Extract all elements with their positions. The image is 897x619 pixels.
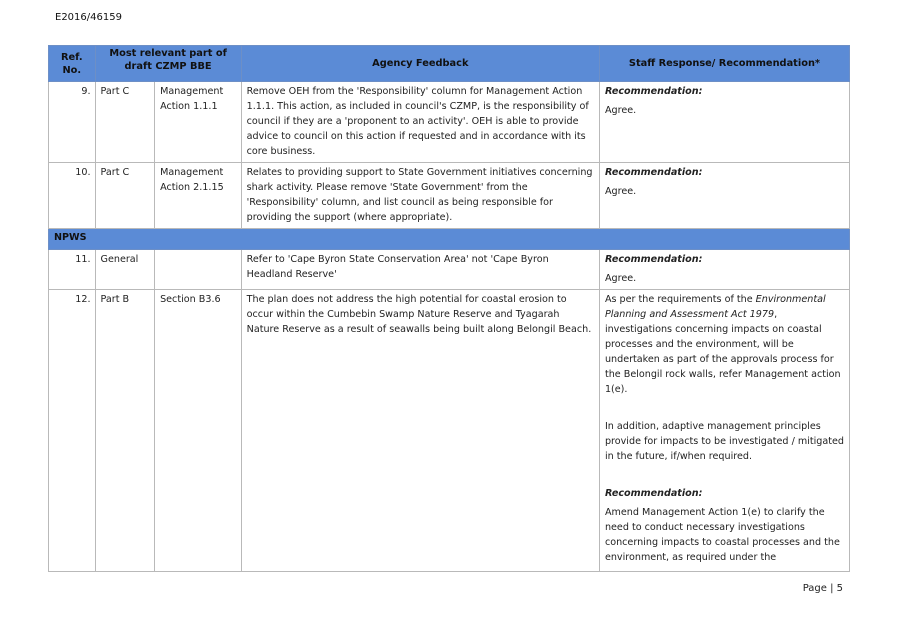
recommendation-text: Agree. bbox=[604, 105, 637, 116]
row-staff-response bbox=[599, 82, 849, 163]
staff-paragraph-2: In addition, adaptive management principles provide for impacts to be investigated / mitigated in the future, if/when required. bbox=[604, 421, 845, 462]
row-staff-response bbox=[599, 290, 849, 572]
recommendation-label: Recommendation: bbox=[604, 254, 703, 265]
row-feedback: Relates to providing support to State Government initiatives concerning shark activity. Please remove 'State Government' from the 'Responsibility' column, and list council as being responsible for providing the support (where appropriate). bbox=[241, 163, 599, 229]
act-title: Environmental Planning and Assessment Act 1979 bbox=[604, 294, 826, 320]
recommendation-text: Agree. bbox=[604, 186, 637, 197]
header-relevant-part: Most relevant part of draft CZMP BBE bbox=[95, 46, 241, 82]
row-feedback: Remove OEH from the 'Responsibility' column for Management Action 1.1.1. This action, as included in council's CZMP, is the responsibility of council if they are a 'proponent to an activity'. OEH is able to provide advice to council on this action if requested and in accordance with its core business. bbox=[241, 82, 599, 163]
section-row-npws bbox=[49, 229, 850, 250]
table-row bbox=[49, 250, 850, 290]
row-staff-response bbox=[599, 163, 849, 229]
recommendation-label: Recommendation: bbox=[604, 488, 703, 499]
row-ref: 11. bbox=[49, 250, 96, 290]
row-feedback: Refer to 'Cape Byron State Conservation Area' not 'Cape Byron Headland Reserve' bbox=[241, 250, 599, 290]
document-id: E2016/46159 bbox=[55, 12, 122, 23]
row-part: Part C bbox=[95, 82, 155, 163]
recommendation-text: Amend Management Action 1(e) to clarify the need to conduct necessary investigations concerning impacts to coastal processes and the environment, as required under the bbox=[604, 507, 840, 563]
agency-feedback-table bbox=[48, 45, 850, 572]
row-ref: 9. bbox=[49, 82, 96, 163]
row-section bbox=[155, 250, 242, 290]
staff-paragraph-1 bbox=[605, 292, 845, 397]
header-ref-no: Ref. No. bbox=[49, 46, 96, 82]
table-row bbox=[49, 290, 850, 572]
table-header-row bbox=[49, 46, 850, 82]
section-title-npws: NPWS bbox=[49, 229, 850, 250]
row-ref: 12. bbox=[49, 290, 96, 572]
row-section: Management Action 2.1.15 bbox=[155, 163, 242, 229]
staff-paragraph-1-start: As per the requirements of the bbox=[604, 294, 756, 305]
header-staff-response: Staff Response/ Recommendation* bbox=[599, 46, 849, 82]
table-row bbox=[49, 82, 850, 163]
recommendation-label: Recommendation: bbox=[604, 86, 703, 97]
recommendation-text: Agree. bbox=[604, 273, 637, 284]
row-ref: 10. bbox=[49, 163, 96, 229]
recommendation-label: Recommendation: bbox=[604, 167, 703, 178]
row-part: General bbox=[95, 250, 155, 290]
staff-paragraph-1-end: , investigations concerning impacts on coastal processes and the environment, will be undertaken as part of the approvals process for the Belongil rock walls, refer Management action 1(e). bbox=[604, 309, 841, 395]
row-section: Section B3.6 bbox=[155, 290, 242, 572]
row-feedback: The plan does not address the high potential for coastal erosion to occur within the Cumbebin Swamp Nature Reserve and Tyagarah Nature Reserve as a result of seawalls being built along Belongil Beach. bbox=[241, 290, 599, 572]
table-row bbox=[49, 163, 850, 229]
row-section: Management Action 1.1.1 bbox=[155, 82, 242, 163]
row-part: Part C bbox=[95, 163, 155, 229]
row-part: Part B bbox=[95, 290, 155, 572]
header-agency-feedback: Agency Feedback bbox=[241, 46, 599, 82]
row-staff-response bbox=[599, 250, 849, 290]
page-number: Page | 5 bbox=[802, 583, 843, 594]
